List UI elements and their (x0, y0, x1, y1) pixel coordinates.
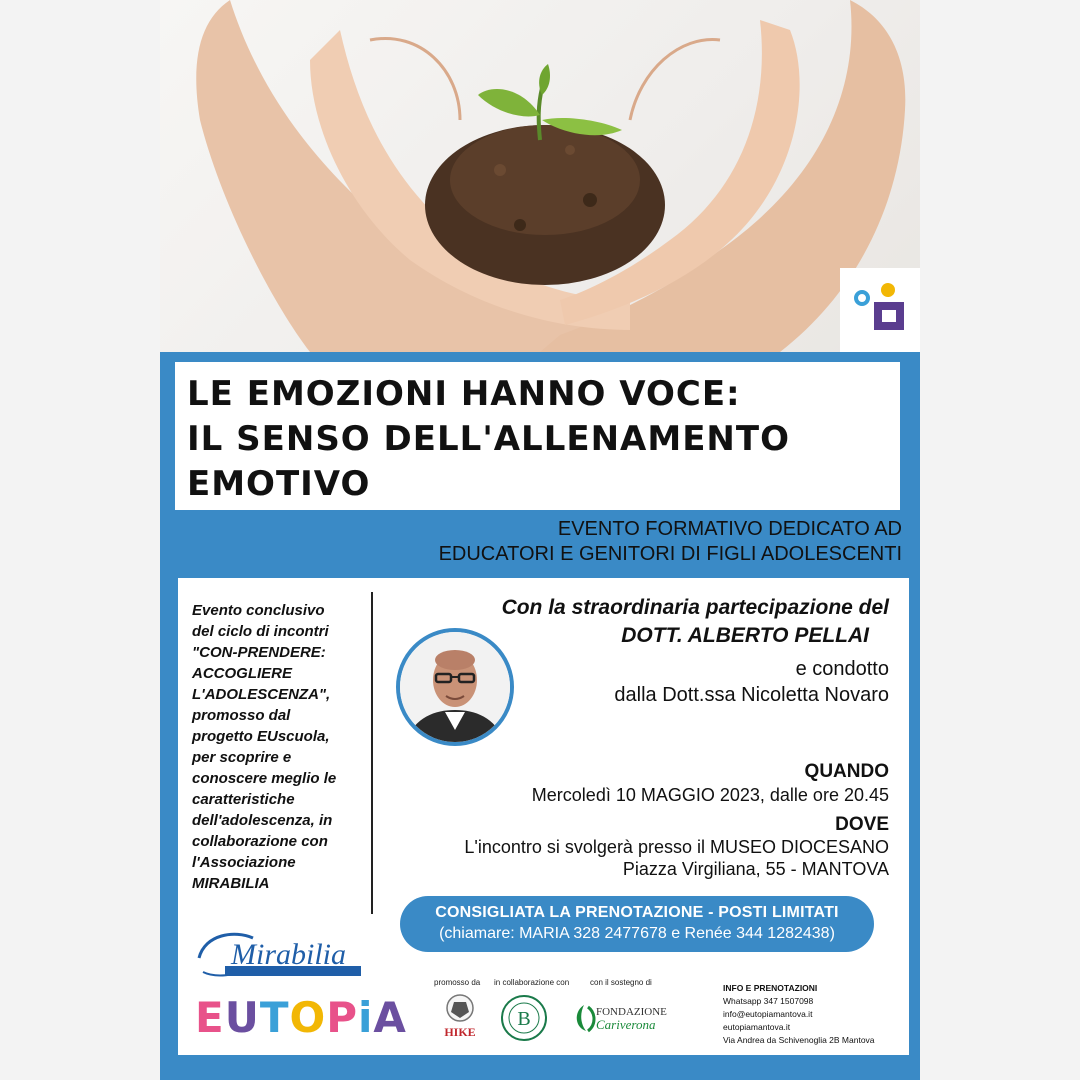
speaker-photo (396, 628, 514, 746)
booking-banner (400, 896, 874, 952)
event-details-panel (178, 578, 909, 1055)
eutopia-letter: A (373, 993, 407, 1042)
fondazione-word: FONDAZIONE (596, 1006, 667, 1018)
vertical-divider (371, 592, 373, 914)
where-line-2: Piazza Virgiliana, 55 - MANTOVA (622, 859, 889, 879)
hands-sprout-illustration (160, 0, 920, 352)
contact-website: eutopiamantova.it (723, 1022, 791, 1032)
booking-notice: CONSIGLIATA LA PRENOTAZIONE - POSTI LIMITATI (435, 904, 839, 921)
title-line-1: LE EMOZIONI HANNO VOCE: (187, 374, 741, 414)
support-label: con il sostegno di (590, 978, 652, 987)
hike-logo (434, 990, 486, 1040)
liceo-belfiore-logo (500, 994, 548, 1042)
eutopia-letter: E (195, 993, 225, 1042)
participation-intro: Con la straordinaria partecipazione del (501, 596, 889, 619)
liceo-letter: B (517, 1008, 531, 1030)
title-line-2: IL SENSO DELL'ALLENAMENTO (187, 419, 790, 459)
contact-address: Via Andrea da Schivenoglia 2B Mantova (723, 1035, 875, 1045)
title-line-3: EMOTIVO (187, 464, 371, 504)
mirabilia-logo (195, 928, 361, 984)
contact-title: INFO E PRENOTAZIONI (723, 983, 818, 993)
where-label: DOVE (835, 814, 889, 835)
eutopia-letter: O (289, 993, 327, 1042)
when-text: Mercoledì 10 MAGGIO 2023, dalle ore 20.45 (531, 785, 889, 805)
contact-email: info@eutopiamantova.it (723, 1009, 813, 1019)
eutopia-letter: U (224, 993, 260, 1042)
subtitle-line-1: EVENTO FORMATIVO DEDICATO AD (557, 518, 902, 540)
conducted-by-line-1: e condotto (795, 658, 889, 680)
fondazione-cariverona-logo (572, 1001, 667, 1035)
eutopia-letter: P (326, 993, 358, 1042)
when-label: QUANDO (804, 761, 889, 782)
conducted-by-line-2: dalla Dott.ssa Nicoletta Novaro (614, 684, 889, 706)
speaker-name: DOTT. ALBERTO PELLAI (621, 624, 869, 647)
event-poster (160, 0, 920, 1080)
eutopia-letter: i (357, 993, 374, 1042)
event-subtitle (439, 517, 902, 567)
contact-info (723, 982, 875, 1047)
where-line-1: L'incontro si svolgerà presso il MUSEO DIOCESANO (464, 837, 889, 857)
hero-image-hands-sprout (160, 0, 920, 352)
cariverona-word: Cariverona (596, 1017, 656, 1032)
event-description: Evento conclusivo del ciclo di incontri "CON-PRENDERE: ACCOGLIERE L'ADOLESCENZA", promosso dal progetto EUscuola, per scoprire e conoscere meglio le caratteristiche dell'adolescenza, in collaborazione con l'Associazione MIRABILIA (192, 602, 337, 892)
subtitle-line-2: EDUCATORI E GENITORI DI FIGLI ADOLESCENTI (438, 543, 902, 565)
collaboration-label: in collaborazione con (494, 978, 570, 987)
contact-whatsapp: Whatsapp 347 1507098 (723, 996, 814, 1006)
mirabilia-wordmark: Mirabilia (231, 938, 347, 971)
promoted-by-label: promosso da (434, 978, 481, 987)
booking-phones: (chiamare: MARIA 328 2477678 e Renée 344 1282438) (439, 925, 835, 942)
eutopia-letter: T (259, 993, 290, 1042)
eutopia-brand-icon (840, 268, 920, 352)
eutopia-logo (195, 993, 407, 1042)
hike-wordmark: HIKE (444, 1025, 476, 1039)
event-title-box (175, 362, 900, 510)
